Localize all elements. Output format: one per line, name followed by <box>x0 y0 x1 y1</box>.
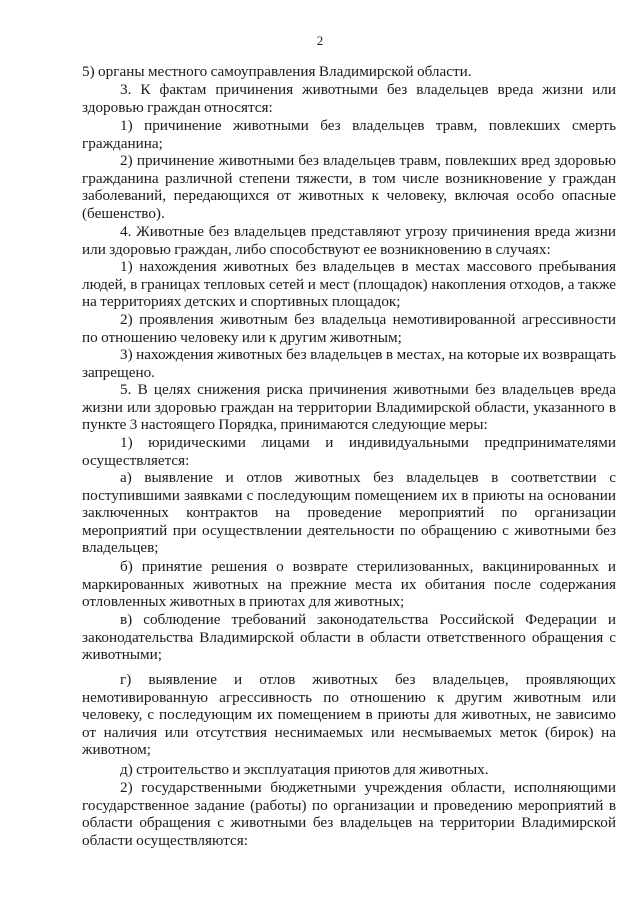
paragraph-3-item-2: 2) причинение животными без владельцев травм, повлекших вред здоровью гражданина различной степени тяжести, в том числе возникновение у граждан заболеваний, передающихся от животных к человеку, включая особо опасные (бешенство). <box>82 152 616 222</box>
paragraph-4-item-1: 1) нахождения животных без владельцев в местах массового пребывания людей, в границах тепловых сетей и мест (площадок) накопления отходов, а также на территориях детских и спортивных площадок; <box>82 258 616 311</box>
paragraph-5-1-b: б) принятие решения о возврате стерилизованных, вакцинированных и маркированных животных на прежние места их обитания после содержания отловленных животных в приютах для животных; <box>82 558 616 611</box>
paragraph-5-item-2: 2) государственными бюджетными учреждения области, исполняющими государственное задание (работы) по организации и проведению мероприятий в области обращения с животными без владельцев на территории Владимирской области осуществляются: <box>82 779 616 849</box>
paragraph-section-5: 5. В целях снижения риска причинения животными без владельцев вреда жизни или здоровью граждан на территории Владимирской области, указанного в пункте 3 настоящего Порядка, принимаются следующие меры: <box>82 381 616 434</box>
paragraph-section-4: 4. Животные без владельцев представляют угрозу причинения вреда жизни или здоровью граждан, либо способствуют ее возникновению в случаях: <box>82 223 616 258</box>
paragraph-5-item-1: 1) юридическими лицами и индивидуальными предпринимателями осуществляется: <box>82 434 616 469</box>
paragraph-section-3: 3. К фактам причинения животными без владельцев вреда жизни или здоровью граждан относятся: <box>82 81 616 116</box>
paragraph-5-1-a: а) выявление и отлов животных без владельцев в соответствии с поступившими заявками с последующим помещением их в приюты на основании заключенных контрактов на проведение мероприятий по организации мероприятий при осуществлении деятельности по обращению с животными без владельцев; <box>82 469 616 557</box>
paragraph-4-item-3: 3) нахождения животных без владельцев в местах, на которые их возвращать запрещено. <box>82 346 616 381</box>
page-number: 2 <box>316 33 324 48</box>
paragraph-5-1-g: г) выявление и отлов животных без владельцев, проявляющих немотивированную агрессивность по отношению к другим животным или человеку, с последующим их помещением в приюты для животных, не зависимо от наличия или отсутствия неснимаемых или несмываемых меток (бирок) на животном; <box>82 671 616 759</box>
paragraph-3-item-1: 1) причинение животными без владельцев травм, повлекших смерть гражданина; <box>82 117 616 152</box>
paragraph-5-1-d: д) строительство и эксплуатация приютов для животных. <box>120 761 489 778</box>
paragraph-local-authorities: 5) органы местного самоуправления Владимирской области. <box>82 63 472 80</box>
paragraph-5-1-v: в) соблюдение требований законодательства Российской Федерации и законодательства Владимирской области в области ответственного обращения с животными; <box>82 611 616 664</box>
paragraph-4-item-2: 2) проявления животным без владельца немотивированной агрессивности по отношению человеку или к другим животным; <box>82 311 616 346</box>
